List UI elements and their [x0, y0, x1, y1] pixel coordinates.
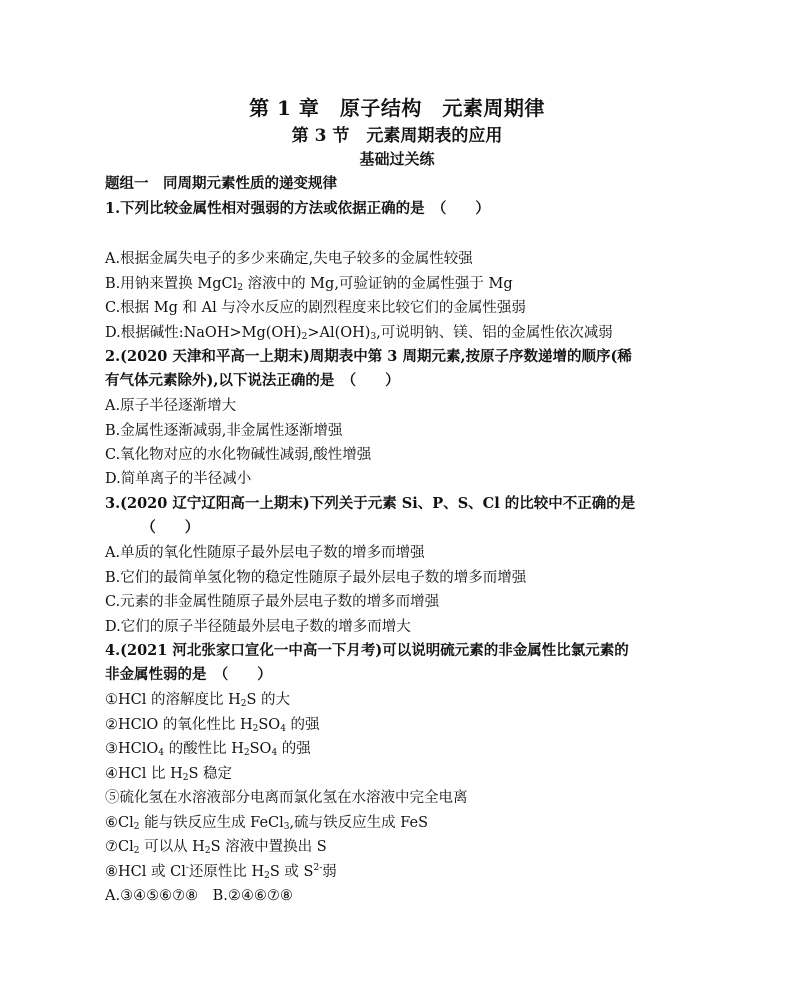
question-4-item-1: ①HCl 的溶解度比 $H_2S$ 的大	[105, 692, 291, 709]
question-4-item-4: ④HCl 比 $H_2S$ 稳定	[105, 766, 233, 783]
question-4-item-8: ⑧HCl 或 Cl-还原性比 $H_2S$ 或 $S^{2-}$弱	[105, 863, 337, 881]
question-4-item-3: ③HClO$_4$ 的酸性比 $H_2SO_4$ 的强	[105, 741, 311, 758]
question-3-option-b: B.它们的最简单氢化物的稳定性随原子最外层电子数的增多而增强	[105, 570, 527, 586]
question-4-item-2: ②HClO 的氧化性比 $H_2SO_4$ 的强	[105, 717, 320, 734]
question-4-stem-line-2: 非金属性弱的是 （ ）	[105, 666, 272, 683]
group-title: 题组一 同周期元素性质的递变规律	[105, 175, 337, 192]
question-1-stem: 1.下列比较金属性相对强弱的方法或依据正确的是 （ ）	[105, 200, 490, 217]
question-4-item-7: $⑦Cl_2$ 可以从 $H_2S$ 溶液中置换出 S	[105, 839, 327, 856]
question-2-option-c: C.氧化物对应的水化物碱性减弱,酸性增强	[105, 447, 372, 463]
question-2-stem-line-1: 2.(2020 天津和平高一上期末)周期表中第 3 周期元素,按原子序数递增的顺序(稀	[105, 348, 632, 365]
question-1-option-d: D.根据碱性$:NaOH>Mg(OH)_2>Al(OH)_3$,可说明钠、镁、铝的金属性依次减弱	[105, 325, 613, 342]
question-1-option-c: C.根据 Mg 和 Al 与冷水反应的剧烈程度来比较它们的金属性强弱	[105, 300, 526, 316]
question-2-option-a: A.原子半径逐渐增大	[105, 398, 237, 414]
question-1-option-b: B.用钠来置换 MgCl$_2$ 溶液中的 Mg,可验证钠的金属性强于 Mg	[105, 276, 513, 293]
section-title: 第 3 节 元素周期表的应用	[291, 126, 503, 146]
question-3-option-c: C.元素的非金属性随原子最外层电子数的增多而增强	[105, 594, 440, 610]
question-2-option-b: B.金属性逐渐减弱,非金属性逐渐增强	[105, 423, 343, 439]
question-4-item-6: $⑥Cl_2$ 能与铁反应生成 FeCl$_3$,硫与铁反应生成 FeS	[105, 815, 429, 832]
question-2-option-d: D.简单离子的半径减小	[105, 471, 252, 487]
chapter-title: 第 1 章 原子结构 元素周期律	[249, 96, 545, 120]
question-3-option-d: D.它们的原子半径随最外层电子数的增多而增大	[105, 619, 411, 635]
question-4-item-5: ⑤硫化氢在水溶液部分电离而氯化氢在水溶液中完全电离	[105, 790, 468, 806]
question-3-stem-line-2: （ ）	[105, 519, 200, 536]
exercise-subtitle: 基础过关练	[359, 150, 435, 168]
question-3-option-a: A.单质的氧化性随原子最外层电子数的增多而增强	[105, 545, 425, 561]
question-2-stem-line-2: 有气体元素除外),以下说法正确的是 （ ）	[105, 372, 400, 389]
question-1-option-a: A.根据金属失电子的多少来确定,失电子较多的金属性较强	[105, 251, 473, 267]
question-4-options: A.③④⑤⑥⑦⑧ B.②④⑥⑦⑧	[105, 888, 293, 904]
question-4-stem-line-1: 4.(2021 河北张家口宣化一中高一下月考)可以说明硫元素的非金属性比氯元素的	[105, 642, 629, 659]
question-3-stem-line-1: 3.(2020 辽宁辽阳高一上期末)下列关于元素 Si、P、S、Cl 的比较中不正确的是	[105, 495, 636, 512]
